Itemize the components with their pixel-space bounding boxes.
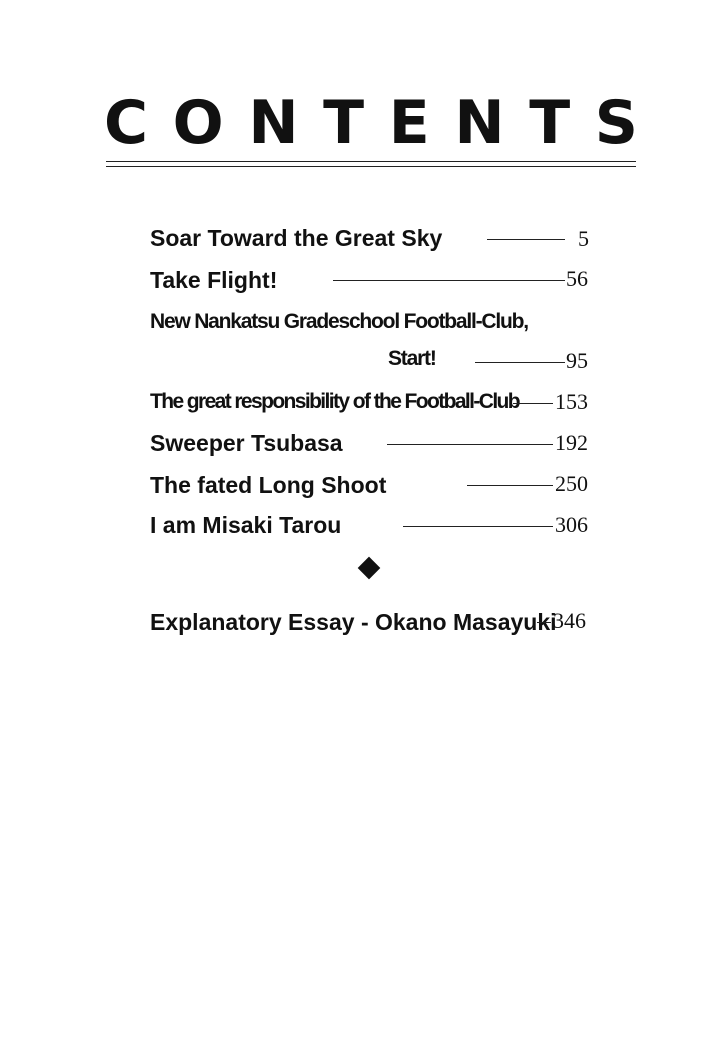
diamond-icon — [358, 557, 381, 580]
page-title — [104, 88, 638, 158]
title-letter: E — [388, 88, 430, 158]
toc-leader-line — [387, 444, 553, 445]
title-underline-top — [106, 161, 636, 162]
toc-page-number: 5 — [578, 226, 589, 251]
toc-page-number: 192 — [555, 430, 588, 455]
toc-leader-line — [403, 526, 553, 527]
title-letter: N — [454, 88, 505, 158]
toc-page-number: 95 — [566, 348, 588, 373]
toc-page-number: 306 — [555, 512, 588, 537]
toc-leader-line — [513, 403, 553, 404]
title-letter: T — [529, 88, 571, 158]
toc-page-number: 56 — [566, 266, 588, 291]
title-letter: O — [172, 88, 224, 158]
toc-entry-title: The great responsibility of the Football-Club — [150, 390, 520, 413]
toc-entry-title: New Nankatsu Gradeschool Football-Club, — [150, 310, 528, 333]
toc-leader-line — [475, 362, 565, 363]
toc-entry-title: I am Misaki Tarou — [150, 512, 342, 538]
toc-leader-line — [467, 485, 553, 486]
title-letter: T — [323, 88, 365, 158]
toc-page-number: 153 — [555, 389, 588, 414]
toc-essay-title: Explanatory Essay - Okano Masayuki — [150, 609, 557, 635]
toc-page-number: 250 — [555, 471, 588, 496]
toc-entry-title-continued: Start! — [388, 347, 436, 370]
toc-entry-title: Soar Toward the Great Sky — [150, 225, 443, 251]
toc-entry-title: Sweeper Tsubasa — [150, 430, 343, 456]
title-letter: S — [594, 88, 638, 158]
title-underline-bottom — [106, 166, 636, 167]
title-letter: C — [104, 88, 149, 158]
toc-entry-title: Take Flight! — [150, 267, 278, 293]
title-letter: N — [248, 88, 299, 158]
toc-entry-title: The fated Long Shoot — [150, 472, 387, 498]
toc-leader-line — [537, 622, 551, 623]
toc-leader-line — [487, 239, 565, 240]
toc-leader-line — [333, 280, 565, 281]
toc-page-number: 346 — [553, 608, 586, 633]
